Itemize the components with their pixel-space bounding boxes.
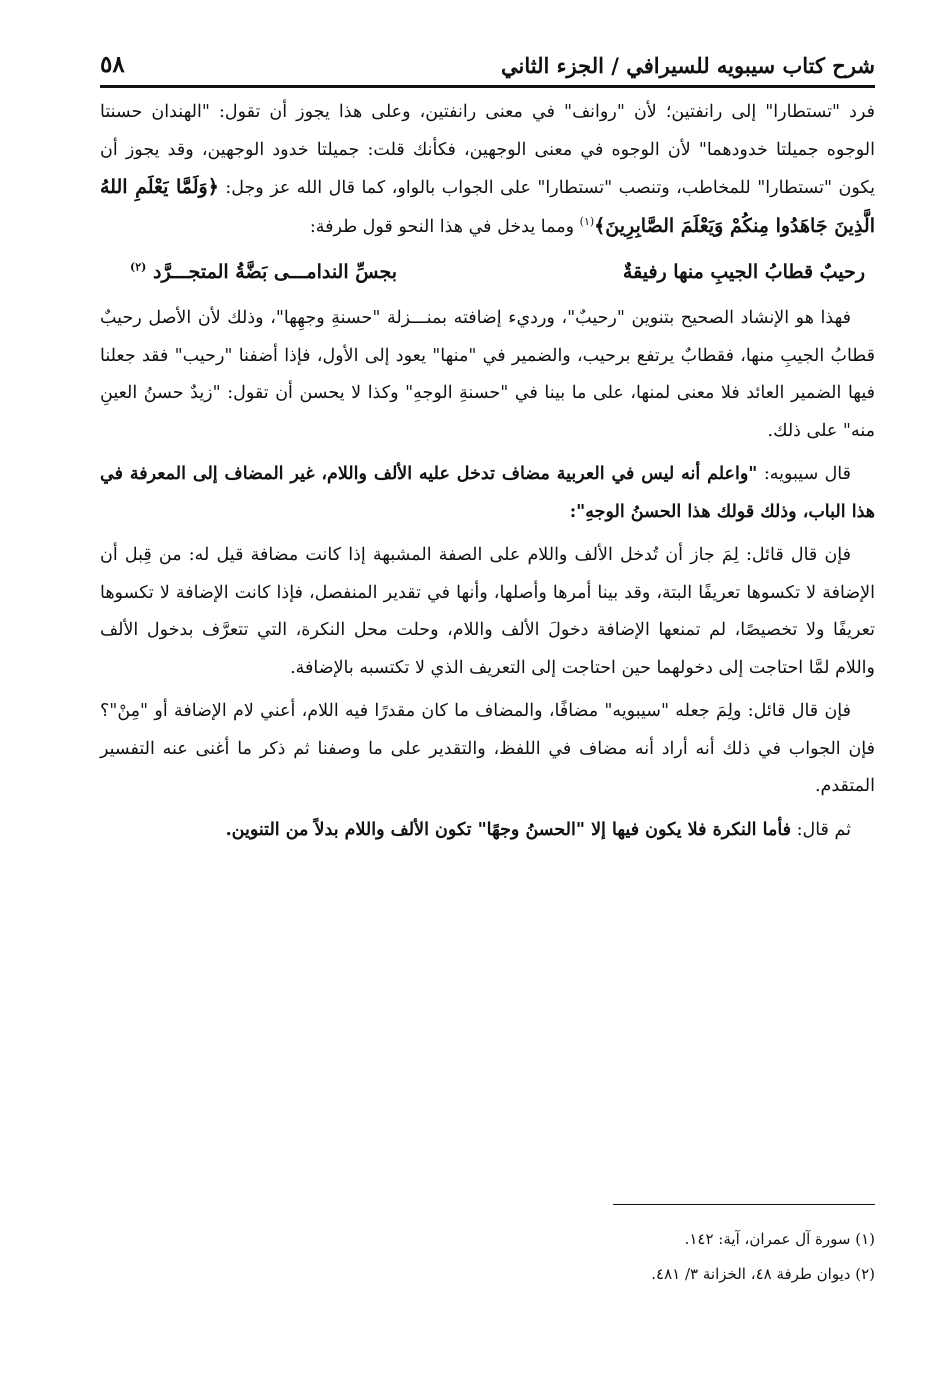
quran-verse: ﴿وَلَمَّا يَعْلَمِ اللهُ الَّذِينَ جَاهَدُوا مِنكُمْ وَيَعْلَمَ الصَّابِرِينَ﴾	[100, 176, 875, 237]
paragraph-5: فإن قال قائل: ولِمَ جعله "سيبويه" مضافًا، والمضاف ما كان مقدرًا فيه اللام، أعني لام الإضافة أو "مِنْ"؟ فإن الجواب في ذلك أنه أراد أنه مضاف في اللفظ، والتقدير على ما وصفنا ثم ذكر ما أغنى عنه التفسير المتقدم.	[100, 701, 875, 796]
paragraph-6	[100, 812, 875, 850]
paragraph-1	[100, 94, 875, 246]
running-title: شرح كتاب سيبويه للسيرافي / الجزء الثاني	[501, 53, 875, 78]
footnote-ref-1: (١)	[579, 214, 595, 228]
page-number: ٥٨	[100, 51, 125, 78]
paragraph-3	[100, 456, 875, 531]
paragraph-3-intro: قال سيبويه:	[763, 464, 851, 484]
poetry-verse	[130, 252, 865, 292]
paragraph-1-tail: ومما يدخل في هذا النحو قول طرفة:	[309, 216, 575, 237]
header-divider	[100, 85, 875, 88]
footnotes	[100, 1222, 875, 1292]
paragraph-6-quote: فأما النكرة فلا يكون فيها إلا "الحسنُ وجهًا" تكون الألف واللام بدلاً من التنوين.	[225, 819, 792, 840]
footnote-1: (١) سورة آل عمران، آية: ١٤٢.	[684, 1230, 875, 1248]
verse-second-hemistich	[130, 252, 397, 292]
verse-second-text: بجسِّ الندامـــى بَضَّةُ المتجـــرَّد	[152, 261, 398, 283]
verse-first-hemistich: رحيبٌ قطابُ الجيبِ منها رفيقةٌ	[622, 261, 865, 283]
footnote-2: (٢) ديوان طرفة ٤٨، الخزانة ٣/ ٤٨١.	[651, 1265, 875, 1283]
sibawayh-quote: "واعلم أنه ليس في العربية مضاف تدخل عليه الألف واللام، غير المضاف إلى المعرفة في هذا الباب، وذلك قولك هذا الحسنُ الوجهِ":	[100, 464, 875, 522]
main-text	[100, 94, 875, 855]
footnote-ref-2: (٢)	[130, 260, 147, 274]
paragraph-2: فهذا هو الإنشاد الصحيح بتنوين "رحيبٌ"، ورديء إضافته بمنـــزلة "حسنةِ وجهِها"، وذلك لأن الأصل رحيبٌ قطابُ الجيبِ منها، فقطابٌ يرتفع برحيب، والضمير في "منها" يعود إلى الأول، فإذا أضفنا "رحيب" فقد جعلنا فيها الضمير العائد فلا معنى لمنها، على ما بينا في "حسنةِ الوجهِ" وكذا لا يحسن أن تقول: "زيدٌ حسنُ العينِ منه" على ذلك.	[100, 308, 875, 441]
page-header	[100, 30, 875, 78]
paragraph-4: فإن قال قائل: لِمَ جاز أن تُدخل الألف واللام على الصفة المشبهة إذا كانت مضافة قيل له: من قِبل أن الإضافة لا تكسوها تعريفًا البتة، وقد بينا أمرها وأصلها، وأنها في تقدير المنفصل، فإذا كانت الإضافة لا تكسوها تعريفًا ولا تخصيصًا، لم تمنعها الإضافة دخولَ الألف واللام، وحلت محل النكرة، التي تتعرَّف بدخول الألف واللام لمَّا احتاجت إلى دخولهما حين احتاجت إلى التعريف الذي لا تكتسبه بالإضافة.	[100, 545, 875, 678]
footnote-divider	[613, 1204, 875, 1205]
paragraph-1-text: فرد "تستطارا" إلى رانفتين؛ لأن "روانف" في معنى رانفتين، وعلى هذا يجوز أن تقول: "الهندان حسنتا الوجوه جميلتا خدودهما" لأن الوجوه في معنى الوجهين، فكأنك قلت: جميلتا خدود الوجهين، وقد يجوز أن يكون "تستطارا" للمخاطب، وتنصب "تستطارا" على الجواب بالواو، كما قال الله عز وجل:	[100, 102, 875, 198]
paragraph-6-intro: ثم قال:	[796, 819, 851, 840]
